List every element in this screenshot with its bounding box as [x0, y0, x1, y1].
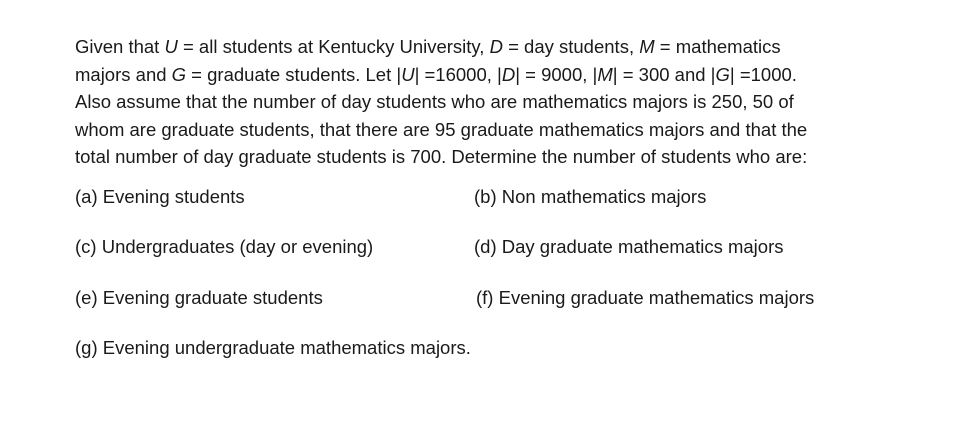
- text-segment: = all students at Kentucky University,: [177, 36, 490, 57]
- part-g: (g) Evening undergraduate mathematics majors.: [75, 337, 471, 359]
- text-segment: | =16000, |: [414, 63, 502, 85]
- text-segment: | = 9000, |: [515, 63, 598, 85]
- part-b: (b) Non mathematics majors: [474, 186, 707, 207]
- set-symbol-g: G: [171, 63, 187, 85]
- part-d: (d) Day graduate mathematics majors: [474, 236, 784, 258]
- text-segment: = day students,: [502, 36, 640, 57]
- part-row: [75, 284, 935, 334]
- problem-line-4: whom are graduate students, that there are 95 graduate mathematics majors and that the: [75, 118, 808, 140]
- problem-line-3: Also assume that the number of day students who are mathematics majors is 250, 50 of: [75, 91, 794, 113]
- problem-line-1: [75, 33, 905, 61]
- part-a: (a) Evening students: [75, 186, 245, 207]
- set-symbol-d: D: [501, 63, 516, 85]
- problem-line-5: total number of day graduate students is 700. Determine the number of students who are:: [75, 146, 808, 168]
- part-row: [75, 233, 935, 283]
- set-symbol-g: G: [715, 63, 730, 85]
- set-symbol-d: D: [489, 36, 503, 57]
- set-symbol-m: M: [639, 36, 655, 57]
- part-e: (e) Evening graduate students: [75, 286, 323, 308]
- part-row: [75, 183, 935, 233]
- question-parts: [75, 183, 935, 385]
- part-row: [75, 334, 935, 384]
- set-symbol-m: M: [597, 63, 613, 85]
- problem-line-2: [75, 61, 905, 89]
- text-segment: | = 300 and |: [612, 63, 716, 85]
- text-segment: Given that: [75, 36, 165, 57]
- problem-statement: [75, 33, 905, 171]
- text-segment: | =1000.: [729, 63, 797, 85]
- part-c: (c) Undergraduates (day or evening): [75, 236, 374, 258]
- part-f: (f) Evening graduate mathematics majors: [476, 286, 815, 308]
- set-symbol-u: U: [401, 63, 415, 85]
- set-symbol-u: U: [164, 36, 178, 57]
- text-segment: = graduate students. Let |: [186, 63, 402, 85]
- text-segment: majors and: [75, 63, 172, 85]
- text-segment: = mathematics: [654, 36, 781, 57]
